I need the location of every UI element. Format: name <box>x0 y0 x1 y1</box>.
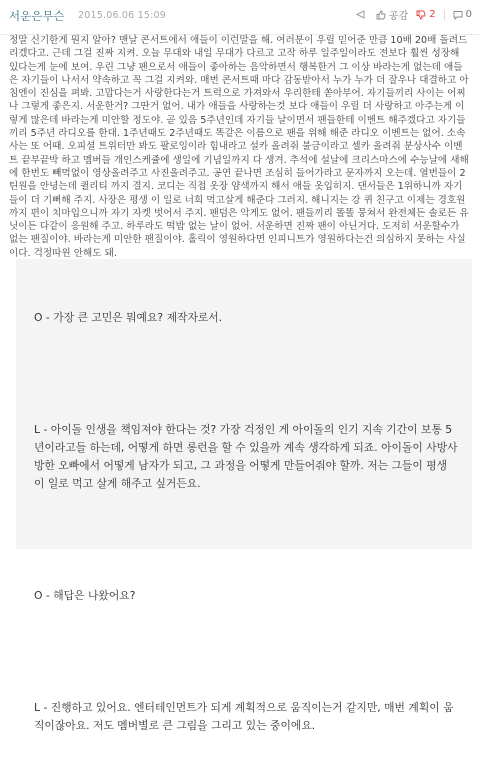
comment-header <box>0 0 480 35</box>
like-label: 공감 <box>388 11 409 22</box>
reply-count: 0 <box>465 9 472 20</box>
comment-actions <box>348 7 472 22</box>
share-icon <box>356 10 365 19</box>
thumbs-down-icon <box>416 10 426 20</box>
quoted-interview <box>16 259 472 732</box>
reply-button[interactable] <box>453 9 472 20</box>
interview-answer-2: L - 진행하고 있어요. 엔터테인먼트가 되게 계획적으로 움직이는거 같지만, 매번 계획이 움직이잖아요. 저도 멤버별로 큰 그림을 그리고 있는 중이에요. <box>34 701 454 732</box>
share-button[interactable] <box>356 10 368 19</box>
interview-question-2: O - 해답은 나왔어요? <box>34 589 136 602</box>
author-name[interactable]: 서운은무슨 <box>9 9 65 23</box>
hate-count: 2 <box>429 9 436 20</box>
like-button[interactable] <box>376 7 408 22</box>
comment-timestamp: 2015.06.06 15:09 <box>78 10 166 21</box>
interview-question-1: O - 가장 큰 고민은 뭐예요? 제작자로서. <box>34 311 223 324</box>
reply-icon <box>453 10 463 20</box>
hate-button[interactable] <box>416 9 435 20</box>
comment-body: 정말 신기한게 뭔지 알아? 맨날 콘서트에서 애들이 이런말을 해. 여러분이 우릴 믿어준 만큼 10배 20배 돌려드리겠다고. 근데 그걸 진짜 지켜. 오늘 무대와 내일 무대가 다르고 고작 하루 일주일이라도 전보다 훨씬 성장해 있다는게 눈에 보여. 우린 그냥 팬으로서 애들이 좋아하는 음악하면서 행복한거 그 이상 바라는게 없는데 애들은 자기들이 나서서 약속하고 꼭 그걸 지켜와. 매번 콘서트때 마다 감동받아서 누가 누가 더 잘우나 대결하고 아침엔이 진심을 펴봐. 고맙다는거 사랑한다는거 트럭으로 가져와서 우리한테 쏟아부어. 자기들끼리 사이는 어찌나 그렇게 좋은지. 서운한거? 그딴거 없어. 내가 애들을 사랑하는것 보다 애들이 우릴 더 사랑하고 아주는게 이렇게 많은데 바라는게 미안할 정도야. 곧 있음 5주년인데 자기들 날이면서 팬들한테 이벤트 해주겠다고 자기들끼리 5주년 라디오를 한대. 1주년때도 2주년때도 똑같은 이름으로 팬을 위해 해준 라디오 이벤트는 없어. 소속사는 또 어때. 오피셜 트위터만 봐도 팔로잉이라 힘내라고 설카 올려줘 불금이라고 셀카 올려줘 분상사수 이벤트 끝부끝박 하고 멤버들 개인스케쥴에 생일에 기념일까지 다 생겨. 추석에 설날에 크리스마스에 수능날에 새해에 한번도 빼먹없이 영상올려주고 사진올려주고. 공연 끝나면 조심히 들어가라고 문자까지 오는데. 열번들이 2틴원을 안녕는데 퀼리티 까지 결지. 코디는 직접 옷장 얌색까지 해서 애들 옷입히지. 댄서들은 1위하니까 자기들이 더 기뻐해 주지. 사장은 평생 이 일로 너희 먹고살게 해준다 그러지. 해니지는 강 퀴 친구고 이제는 경호원까지 편이 치마입으니까 자기 자켓 벗어서 주지. 팬덤은 악게도 없어. 팬들끼리 똘똘 뭉쳐서 완전체든 솔로든 유닛이든 다같이 응원해 주고. 하루라도 떡밥 없는 날이 없어. 서운하면 진짜 팬이 아닌거다. 도저히 서운할수가 없는 팬질이야. 바라는게 미안한 팬질이야. 홀릭이 영원하다면 인피니트가 영원하다는건 의심하지 못하는 사실이다. 걱정따윈 안해도 돼. <box>9 35 469 259</box>
interview-answer-1: L - 아이돌 인생을 책임져야 한다는 것? 가장 걱정인 게 아이돌의 인기 지속 기간이 보통 5년이라고들 하는데, 어떻게 하면 롱런을 할 수 있을까 계속 생각하게 되죠. 아이돌이 사방사방한 오빠에서 어떻게 남자가 되고, 그 과정을 어떻게 만들어줘야 할까. 저는 그들이 평생 이 일로 먹고 살게 해주고 싶거든요. <box>34 423 458 490</box>
divider <box>444 10 445 20</box>
thumbs-up-icon <box>376 10 386 20</box>
